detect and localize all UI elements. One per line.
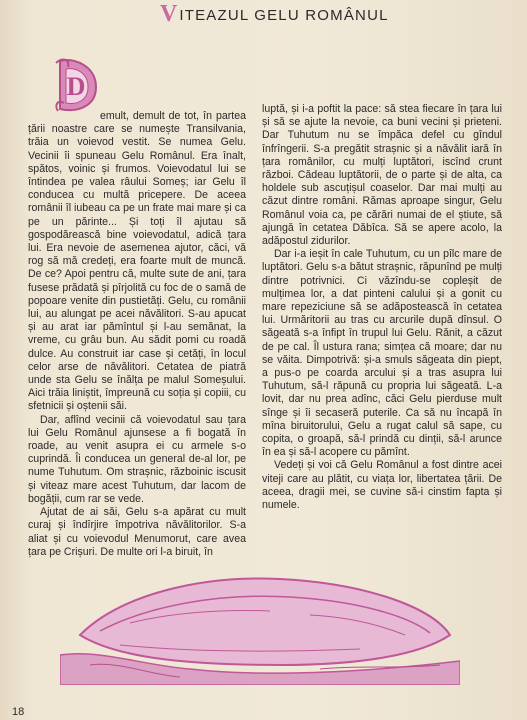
page-title xyxy=(160,3,390,25)
dropcap-letter: D xyxy=(66,72,86,101)
paragraph: emult, demult de tot, în partea țării noastre care se numește Transilvania, trăia un voievod vestit. Se numea Gelu. Vecinii îi spuneau Gelu Românul. Era înalt, spătos, voinic și frumos. Voievodatul lui se întindea pe valea râului Someș; iar Gelu îl conducea cu multă pricepere. De aceea românii îl iubeau ca pe un frate mai mare și ca pe un părinte... Și toți îl ajutau să gospodărească bine voievodatul, adică țara lui. Era nevoie de asemenea ajutor, căci, vă rog să mă credeți, era foarte mult de muncă. De ce? Apoi pentru că, multe sute de ani, țara fusese prădată și pîrjolită cu foc de o samă de popoare venite din pustietăți. Gelu, cu românii lui, au alungat pe acei năvălitori. S-au apucat și au arat iar pămîntul și l-au semănat, la vreme, cu grâu bun. Au sădit pomi cu roadă dulce. Au construit iar case și cetăți, în locul celor arse de năvălitori. Cetatea de piatră unde sta Gelu se înălța pe malul Someșului. Aici trăia liniștit, împreună cu soția și copiii, cu sfetnicii și oștenii săi. xyxy=(28,110,246,413)
paragraph: luptă, și i-a poftit la pace: să stea fiecare în țara lui și să se ajute la nevoie, ca buni vecini și prieteni. Dar Tuhutum nu se împăca defel cu gîndul înfrîngerii. S-a pregătit strașnic și a năvălit iară în țara românilor, cu mulți luptători, iscînd crunt război. Cădeau luptătorii, de o parte și de alta, ca holdele sub ascuțișul coaselor. Dar mai mulți au căzut dintre români. Rămas aproape singur, Gelu Românul voia ca, pe cărări numai de el știute, să ajungă în cetatea Dăbîca. Să se apere acolo, la adăpostul zidurilor. xyxy=(262,103,502,248)
paragraph: Ajutat de ai săi, Gelu s-a apărat cu mult curaj și îndîrjire împotriva năvălitorilor. S-a aliat și cu voievodul Menumorut, care avea țara pe Crișuri. De multe ori l-a biruit, în xyxy=(28,506,246,558)
title-initial: V xyxy=(160,1,178,27)
landscape-illustration xyxy=(60,565,460,685)
paragraph: Dar i-a ieșit în cale Tuhutum, cu un pîlc mare de luptători. Gelu s-a bătut strașnic, răpunînd pe mulți dintre potrivnici. Ci văzîndu-se copleșit de mulțimea lor, a dat pinteni calului și a gonit cu mare repeziciune să se adăpostească în cetatea lui. Urmăritorii au tras cu arcurile după dînsul. O săgeată s-a înfipt în trupul lui Gelu. Rănit, a căzut de pe cal. Îl ustura rana; simțea că moare; dar nu se văita. Dimpotrivă: și-a smuls săgeata din piept, a pus-o pe coarda arcului și a tras asupra lui Tuhutum, să-l răpună cu propria lui săgeată. L-a lovit, dar nu prea adînc, căci Gelu pierduse mult sînge și îi secaseră puterile. Ca să nu încapă în mîna biruitorului, Gelu a rugat calul să sape, cu copita, o groapă, să-l prindă cu dinții, să-l arunce în ea și să-l acopere cu pămînt. xyxy=(262,248,502,459)
column-right xyxy=(262,103,502,512)
paragraph: Dar, aflînd vecinii că voievodatul sau țara lui Gelu Românul ajunsese a fi bogată în roade, au venit asupra ei cu armele s-o cuprindă. Îi conducea un general de-al lor, pe nume Tuhutum. Om strașnic, războinic iscusit și viteaz mare acest Tuhutum, dar lacom de bogății, cum rar se vede. xyxy=(28,413,246,505)
column-left xyxy=(28,110,246,559)
paragraph: Vedeți și voi că Gelu Românul a fost dintre acei viteji care au plătit, cu viața lor, libertatea țării. De aceea, dragii mei, se cuvine să-i cinstim fapta și numele. xyxy=(262,459,502,512)
title-text: ITEAZUL GELU ROMÂNUL xyxy=(179,7,389,24)
ornamental-dropcap-d xyxy=(52,55,100,115)
page-number: 18 xyxy=(12,706,25,718)
